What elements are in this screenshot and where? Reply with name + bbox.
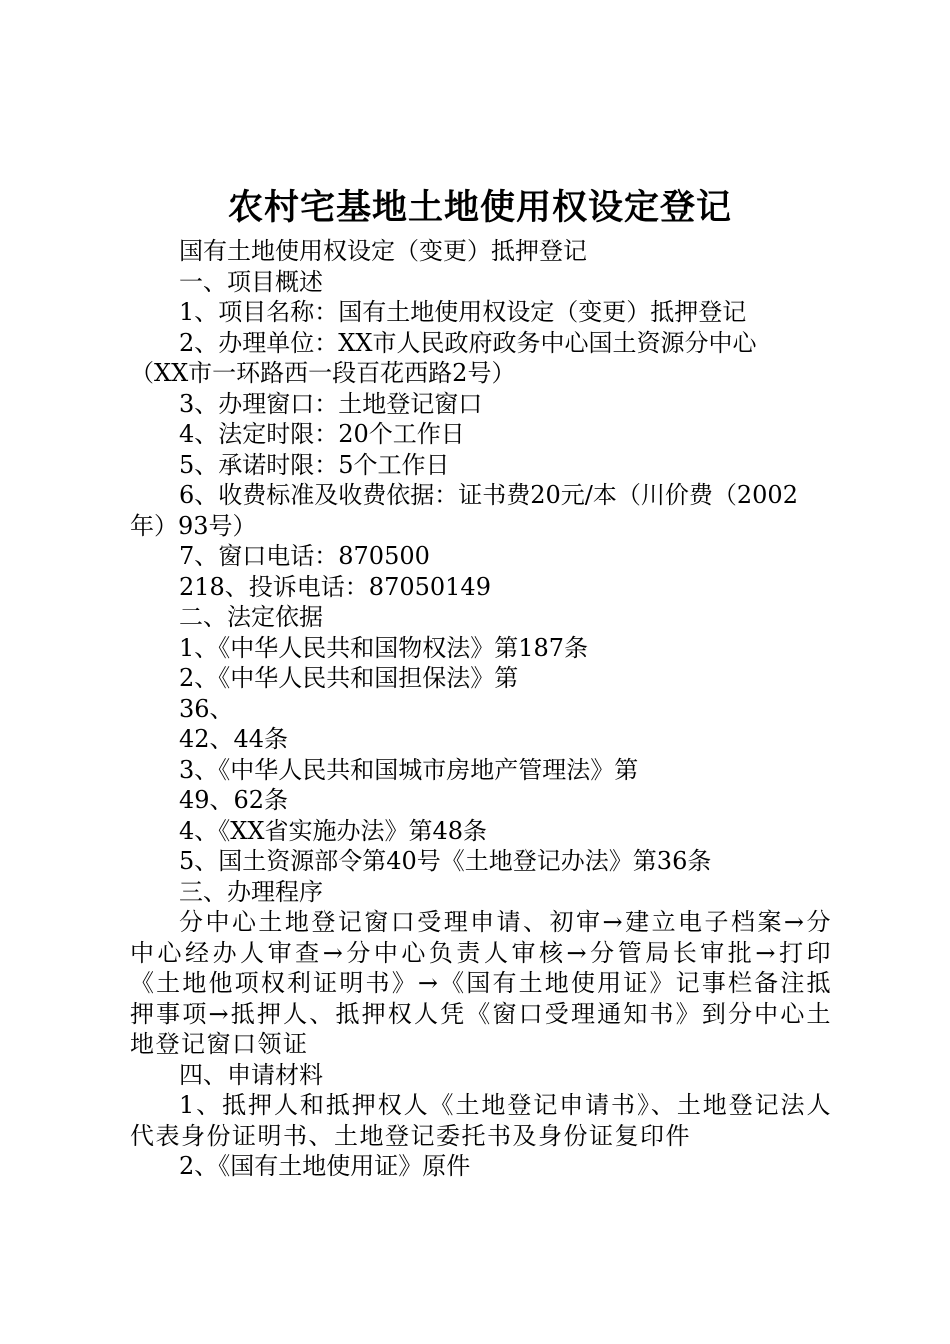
item-complaint-phone: 218、投诉电话：87050149 — [179, 572, 491, 601]
material-item: 1、抵押人和抵押权人《土地登记申请书》、土地登记法人代表身份证明书、土地登记委托书及身份证复印件 — [130, 1091, 832, 1150]
item-window-phone: 7、窗口电话：870500 — [179, 542, 430, 570]
legal-basis-item: 5、国土资源部令第40号《土地登记办法》第36条 — [179, 847, 712, 875]
legal-basis-item: 1、《中华人民共和国物权法》第187条 — [179, 633, 589, 662]
legal-basis-item: 36、 — [179, 694, 234, 723]
item-handling-unit: 2、办理单位：XX市人民政府政务中心国土资源分中心 — [179, 328, 757, 357]
section-heading: 一、项目概述 — [179, 267, 323, 296]
legal-basis-item: 4、《XX省实施办法》第48条 — [179, 816, 487, 845]
document-body — [130, 236, 832, 1182]
item-project-name: 1、项目名称：国有土地使用权设定（变更）抵押登记 — [179, 298, 747, 326]
legal-basis-item: 42、44条 — [179, 725, 289, 753]
item-promised-time-limit: 5、承诺时限：5个工作日 — [179, 450, 450, 479]
document-title: 农村宅基地土地使用权设定登记 — [227, 187, 732, 228]
item-legal-time-limit: 4、法定时限：20个工作日 — [179, 420, 465, 448]
legal-basis-item: 2、《中华人民共和国担保法》第 — [179, 664, 519, 692]
legal-basis-item: 49、62条 — [179, 786, 289, 814]
section-heading: 三、办理程序 — [179, 877, 323, 906]
section-heading: 二、法定依据 — [179, 603, 323, 631]
item-handling-unit-address: （XX市一环路西一段百花西路2号） — [130, 359, 516, 387]
item-fee-standard: 6、收费标准及收费依据：证书费20元/本（川价费（2002 — [179, 481, 798, 509]
item-fee-standard-continued: 年）93号） — [130, 511, 257, 540]
material-item: 2、《国有土地使用证》原件 — [179, 1152, 471, 1180]
item-handling-window: 3、办理窗口：土地登记窗口 — [179, 389, 483, 418]
document-subtitle: 国有土地使用权设定（变更）抵押登记 — [179, 237, 587, 265]
legal-basis-item: 3、《中华人民共和国城市房地产管理法》第 — [179, 755, 639, 784]
section-heading: 四、申请材料 — [179, 1060, 323, 1089]
procedure-paragraph: 分中心土地登记窗口受理申请、初审→建立电子档案→分中心经办人审查→分中心负责人审核→分管局长审批→打印《土地他项权利证明书》→《国有土地使用证》记事栏备注抵押事项→抵押人、抵押权人凭《窗口受理通知书》到分中心土地登记窗口领证 — [130, 908, 832, 1058]
